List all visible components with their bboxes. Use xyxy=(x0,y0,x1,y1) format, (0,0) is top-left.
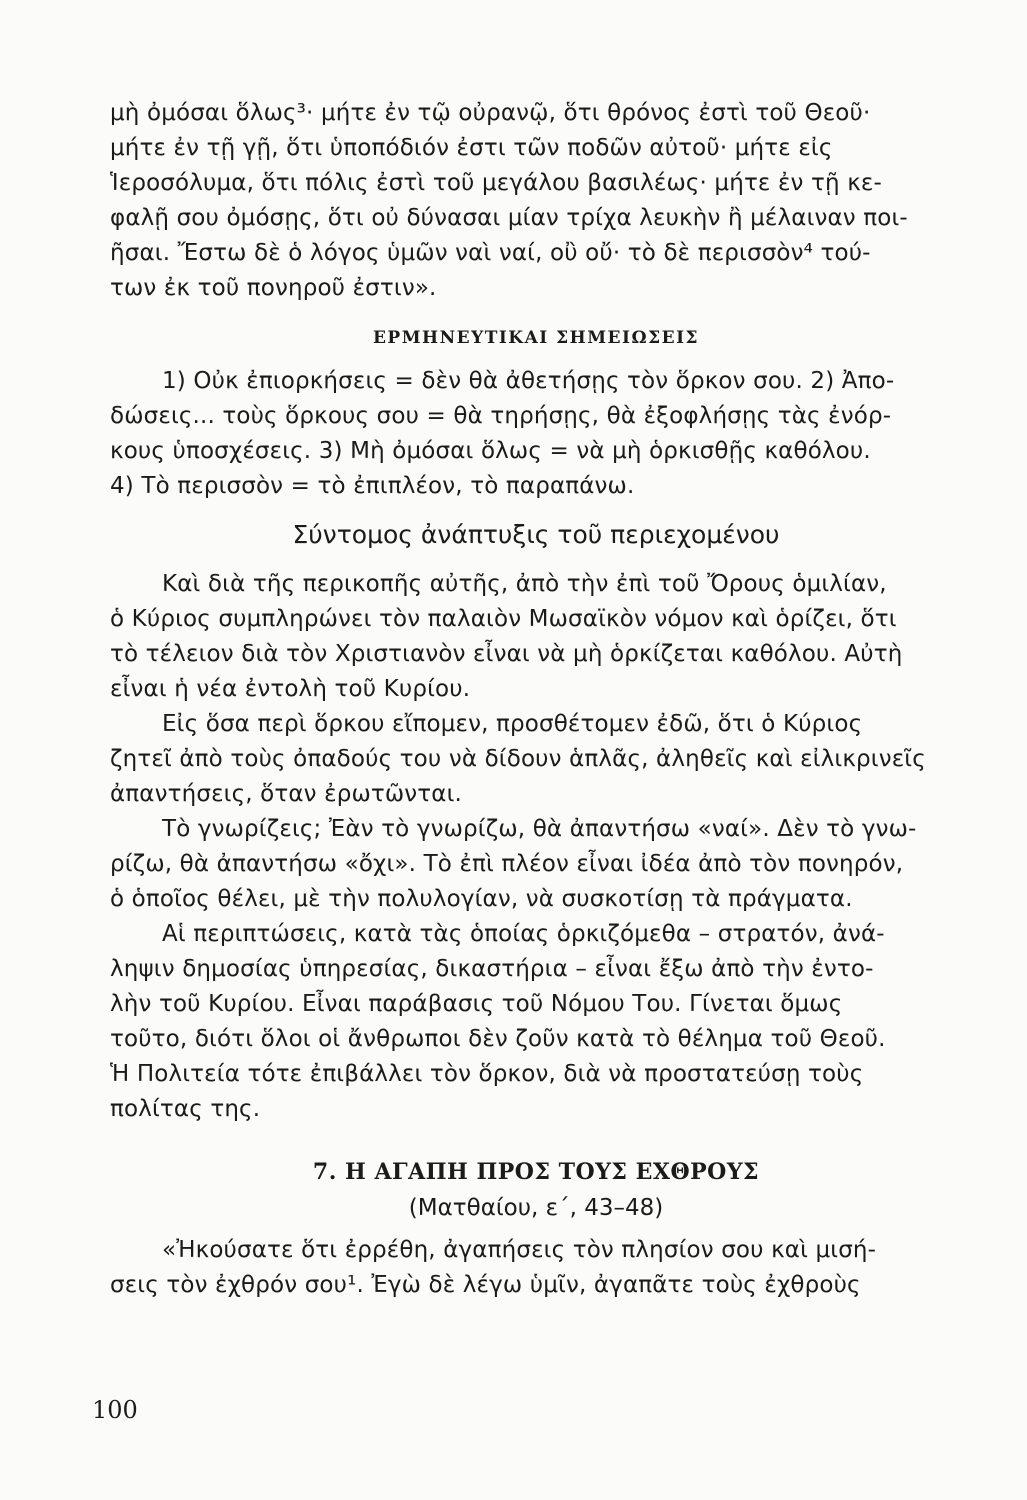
chapter-heading: 7. Η ΑΓΑΠΗ ΠΡΟΣ ΤΟΥΣ ΕΧΘΡΟΥΣ xyxy=(312,1159,760,1185)
text-line: Αἱ περιπτώσεις, κατὰ τὰς ὁποίας ὁρκιζόμεθα – στρατόν, ἀνά- xyxy=(162,921,885,947)
notes-paragraph xyxy=(110,364,962,504)
text-line: ληψιν δημοσίας ὑπηρεσίας, δικαστήρια – εἶναι ἔξω ἀπὸ τὴν ἐντο- xyxy=(110,956,874,982)
text-line: σεις τὸν ἐχθρόν σου¹. Ἐγὼ δὲ λέγω ὑμῖν, ἀγαπᾶτε τοὺς ἐχθροὺς xyxy=(110,1272,861,1298)
text-line: κους ὑποσχέσεις. 3) Μὴ ὀμόσαι ὅλως = νὰ μὴ ὁρκισθῇς καθόλου. xyxy=(110,438,871,464)
scripture-continuation xyxy=(110,96,962,306)
text-line: εἶναι ἡ νέα ἐντολὴ τοῦ Κυρίου. xyxy=(110,676,471,702)
summary-heading: Σύντομος ἀνάπτυξις τοῦ περιεχομένου xyxy=(292,520,780,549)
text-line: Ἡ Πολιτεία τότε ἐπιβάλλει τὸν ὅρκον, διὰ νὰ προστατεύσῃ τοὺς xyxy=(110,1061,864,1087)
text-line: φαλῇ σου ὀμόσῃς, ὅτι οὐ δύνασαι μίαν τρίχα λευκὴν ἢ μέλαιναν ποι- xyxy=(110,205,908,231)
text-line: Καὶ διὰ τῆς περικοπῆς αὐτῆς, ἀπὸ τὴν ἐπὶ τοῦ Ὄρους ὁμιλίαν, xyxy=(162,571,887,597)
chapter-opening xyxy=(110,1233,962,1303)
text-line: των ἐκ τοῦ πονηροῦ ἐστιν». xyxy=(110,275,437,301)
text-line: ζητεῖ ἀπὸ τοὺς ὀπαδούς του νὰ δίδουν ἁπλᾶς, ἀληθεῖς καὶ εἰλικρινεῖς xyxy=(110,746,926,772)
text-line: 1) Οὐκ ἐπιορκήσεις = δὲν θὰ ἀθετήσῃς τὸν ὅρκον σου. 2) Ἀπο- xyxy=(162,368,895,394)
text-line: ἀπαντήσεις, ὅταν ἐρωτῶνται. xyxy=(110,781,462,807)
text-line: ῆσαι. Ἔστω δὲ ὁ λόγος ὑμῶν ναὶ ναί, οὒ οὔ· τὸ δὲ περισσὸν⁴ τού- xyxy=(110,240,871,266)
notes-heading: ΕΡΜΗΝΕΥΤΙΚΑΙ ΣΗΜΕΙΩΣΕΙΣ xyxy=(372,328,700,348)
summary-paragraph xyxy=(110,567,962,707)
text-line: λὴν τοῦ Κυρίου. Εἶναι παράβασις τοῦ Νόμου Του. Γίνεται ὅμως xyxy=(110,991,843,1017)
text-line: ρίζω, θὰ ἀπαντήσω «ὄχι». Τὸ ἐπὶ πλέον εἶναι ἰδέα ἀπὸ τὸν πονηρόν, xyxy=(110,851,904,877)
chapter-reference: (Ματθαίου, ε΄, 43–48) xyxy=(408,1195,664,1221)
text-line: μήτε ἐν τῇ γῇ, ὅτι ὑποπόδιόν ἐστι τῶν ποδῶν αὐτοῦ· μήτε εἰς xyxy=(110,135,833,161)
text-line: Ἱεροσόλυμα, ὅτι πόλις ἐστὶ τοῦ μεγάλου βασιλέως· μήτε ἐν τῇ κε- xyxy=(110,170,882,196)
summary-paragraph xyxy=(110,707,962,812)
text-line: Τὸ γνωρίζεις; Ἐὰν τὸ γνωρίζω, θὰ ἀπαντήσω «ναί». Δὲν τὸ γνω- xyxy=(162,816,917,842)
text-line: μὴ ὀμόσαι ὅλως³· μήτε ἐν τῷ οὐρανῷ, ὅτι θρόνος ἐστὶ τοῦ Θεοῦ· xyxy=(110,100,871,126)
text-line: τὸ τέλειον διὰ τὸν Χριστιανὸν εἶναι νὰ μὴ ὁρκίζεται καθόλου. Αὐτὴ xyxy=(110,641,903,667)
text-line: 4) Τὸ περισσὸν = τὸ ἐπιπλέον, τὸ παραπάνω. xyxy=(110,473,635,499)
text-line: τοῦτο, διότι ὅλοι οἱ ἄνθρωποι δὲν ζοῦν κατὰ τὸ θέλημα τοῦ Θεοῦ. xyxy=(110,1026,886,1052)
text-line: ὁ ὁποῖος θέλει, μὲ τὴν πολυλογίαν, νὰ συσκοτίσῃ τὰ πράγματα. xyxy=(110,886,853,912)
page-number: 100 xyxy=(92,1396,138,1424)
summary-paragraph xyxy=(110,917,962,1127)
text-line: ὁ Κύριος συμπληρώνει τὸν παλαιὸν Μωσαϊκὸν νόμον καὶ ὁρίζει, ὅτι xyxy=(110,606,897,632)
summary-paragraph xyxy=(110,812,962,917)
text-block xyxy=(110,96,962,1303)
text-line: Εἰς ὅσα περὶ ὅρκου εἴπομεν, προσθέτομεν ἐδῶ, ὅτι ὁ Κύριος xyxy=(162,711,863,737)
text-line: δώσεις... τοὺς ὅρκους σου = θὰ τηρήσῃς, θὰ ἐξοφλήσῃς τὰς ἐνόρ- xyxy=(110,403,892,429)
text-line: «Ἠκούσατε ὅτι ἐρρέθη, ἀγαπήσεις τὸν πλησίον σου καὶ μισή- xyxy=(162,1237,877,1263)
text-line: πολίτας της. xyxy=(110,1096,261,1122)
